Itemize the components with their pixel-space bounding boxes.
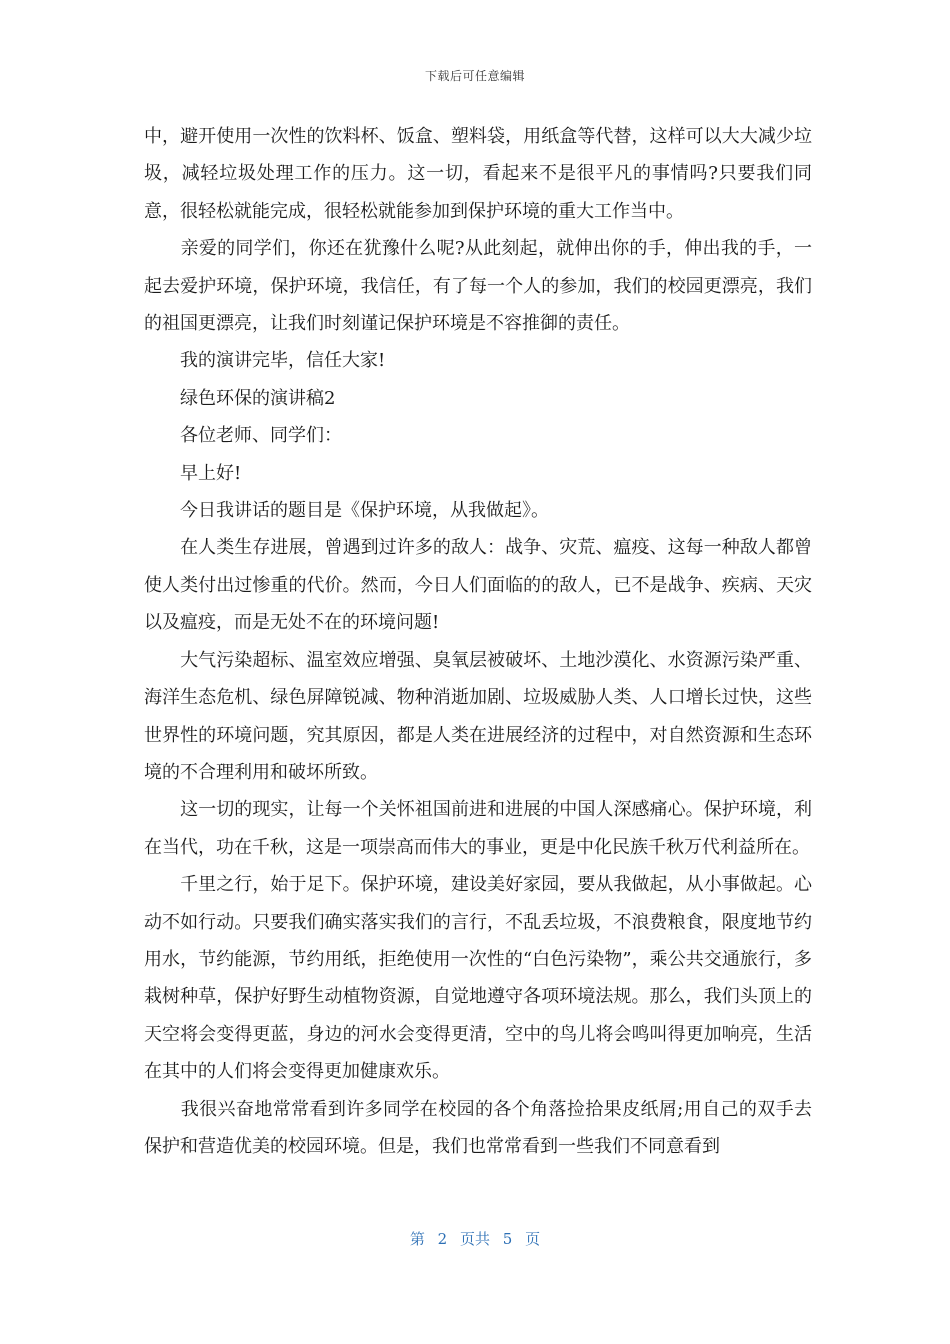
section-title: 绿色环保的演讲稿2 [144,387,336,409]
paragraph: 千里之行，始于足下。保护环境，建设美好家园，要从我做起，从小事做起。心动不如行动。只要我们确实落实我们的言行，不乱丢垃圾，不浪费粮食，限度地节约用水，节约能源，节约用纸，拒绝使用一次性的“白色污染物”，乘公共交通旅行，多栽树种草，保护好野生动植物资源，自觉地遵守各项环境法规。那么，我们头顶上的天空将会变得更蓝，身边的河水会变得更清，空中的鸟儿将会鸣叫得更加响亮，生活在其中的人们将会变得更加健康欢乐。 [144,874,812,1083]
paragraph: 各位老师、同学们： [144,425,342,447]
paragraph: 大气污染超标、温室效应增强、臭氧层被破坏、土地沙漠化、水资源污染严重、海洋生态危机、绿色屏障锐减、物种消逝加剧、垃圾威胁人类、人口增长过快，这些世界性的环境问题，究其原因，都是人类在进展经济的过程中，对自然资源和生态环境的不合理利用和破坏所致。 [144,649,812,783]
page-number-footer: 第 2 页共 5 页 [409,1230,541,1248]
paragraph: 早上好! [144,462,242,484]
paragraph: 这一切的现实，让每一个关怀祖国前进和进展的中国人深感痛心。保护环境，利在当代，功在千秋，这是一项崇高而伟大的事业，更是中化民族千秋万代利益所在。 [144,799,812,858]
paragraph: 在人类生存进展，曾遇到过许多的敌人：战争、灾荒、瘟疫、这每一种敌人都曾使人类付出过惨重的代价。然而，今日人们面临的的敌人，已不是战争、疾病、天灾以及瘟疫，而是无处不在的环境问题! [144,537,812,634]
paragraph: 我很兴奋地常常看到许多同学在校园的各个角落捡拾果皮纸屑;用自己的双手去保护和营造优美的校园环境。但是，我们也常常看到一些我们不同意看到 [144,1098,812,1157]
paragraph: 亲爱的同学们，你还在犹豫什么呢?从此刻起，就伸出你的手，伸出我的手，一起去爱护环境，保护环境，我信任，有了每一个人的参加，我们的校园更漂亮，我们的祖国更漂亮，让我们时刻谨记保护环境是不容推御的责任。 [144,238,812,335]
page-header: 下载后可任意编辑 [424,69,525,83]
paragraph: 中，避开使用一次性的饮料杯、饭盒、塑料袋，用纸盒等代替，这样可以大大减少垃圾，减轻垃圾处理工作的压力。这一切，看起来不是很平凡的事情吗?只要我们同意，很轻松就能完成，很轻松就能参加到保护环境的重大工作当中。 [144,126,812,222]
paragraph: 今日我讲话的题目是《保护环境，从我做起》。 [144,500,549,522]
document-body [144,118,812,1165]
paragraph: 我的演讲完毕，信任大家! [144,350,386,372]
